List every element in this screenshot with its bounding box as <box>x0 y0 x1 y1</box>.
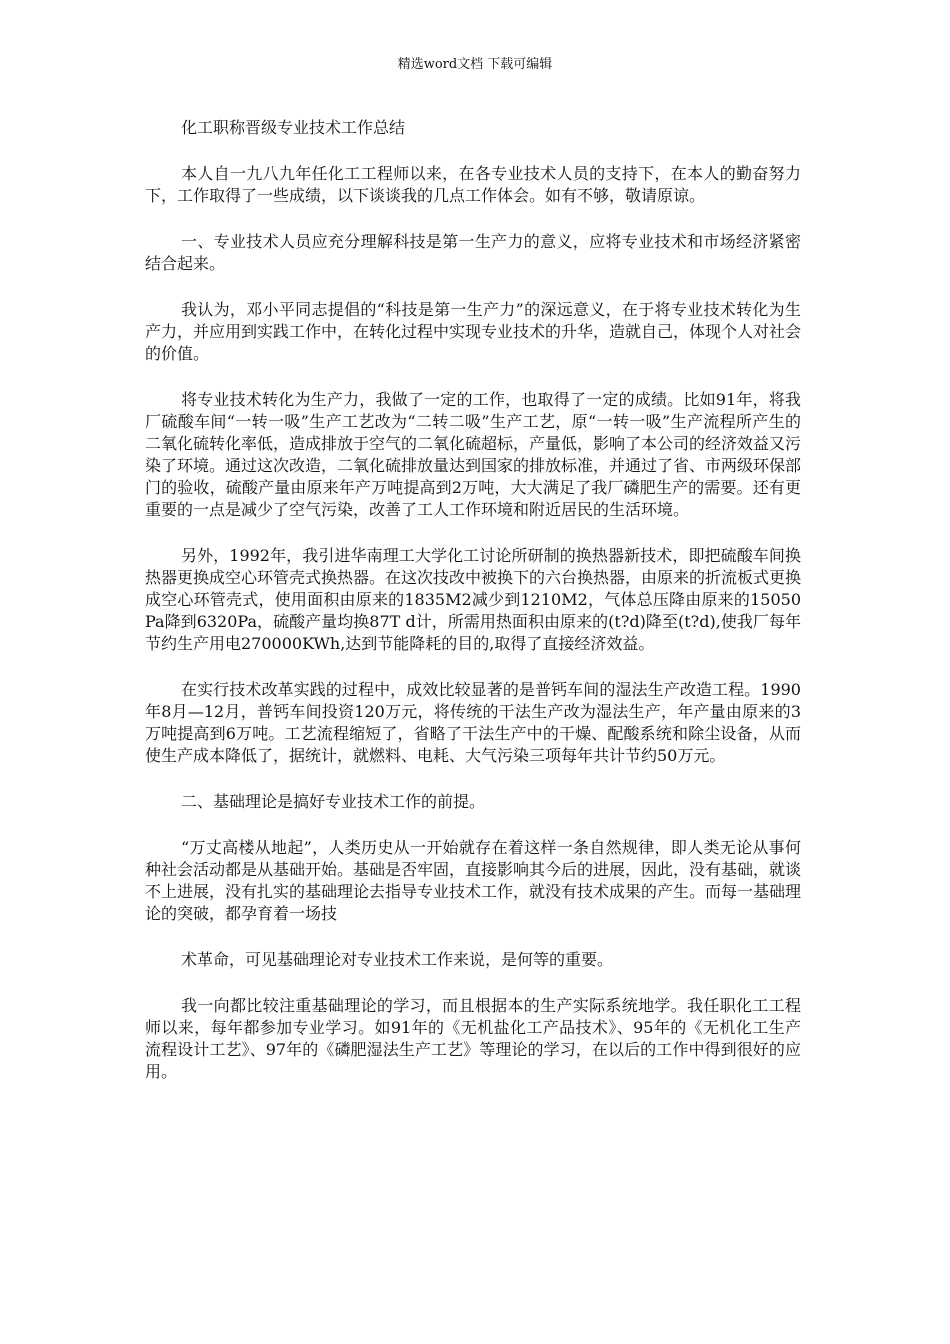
paragraph: 我一向都比较注重基础理论的学习，而且根据本的生产实际系统地学。我任职化工工程师以来，每年都参加专业学习。如91年的《无机盐化工产品技术》、95年的《无机化工生产流程设计工艺》、97年的《磷肥湿法生产工艺》等理论的学习，在以后的工作中得到很好的应用。 <box>145 996 801 1081</box>
paragraph-intro: 本人自一九八九年任化工工程师以来，在各专业技术人员的支持下，在本人的勤奋努力下，工作取得了一些成绩，以下谈谈我的几点工作体会。如有不够，敬请原谅。 <box>145 164 801 205</box>
document-title: 化工职称晋级专业技术工作总结 <box>181 118 406 137</box>
paragraph: 术革命，可见基础理论对专业技术工作来说，是何等的重要。 <box>181 950 614 969</box>
section-heading-1: 一、专业技术人员应充分理解科技是第一生产力的意义，应将专业技术和市场经济紧密结合起来。 <box>145 232 801 273</box>
paragraph: 我认为，邓小平同志提倡的“科技是第一生产力”的深远意义，在于将专业技术转化为生产力，并应用到实践工作中，在转化过程中实现专业技术的升华，造就自己，体现个人对社会的价值。 <box>145 300 802 363</box>
paragraph: “万丈高楼从地起”，人类历史从一开始就存在着这样一条自然规律，即人类无论从事何种社会活动都是从基础开始。基础是否牢固，直接影响其今后的进展，因此，没有基础，就谈不上进展，没有扎实的基础理论去指导专业技术工作，就没有技术成果的产生。而每一基础理论的突破，都孕育着一场技 <box>145 838 802 923</box>
paragraph: 将专业技术转化为生产力，我做了一定的工作，也取得了一定的成绩。比如91年，将我厂硫酸车间“一转一吸”生产工艺改为“二转二吸”生产工艺，原“一转一吸”生产流程所产生的二氧化硫转化率低，造成排放于空气的二氧化硫超标，产量低，影响了本公司的经济效益又污染了环境。通过这次改造，二氧化硫排放量达到国家的排放标准，并通过了省、市两级环保部门的验收，硫酸产量由原来年产万吨提高到2万吨，大大满足了我厂磷肥生产的需要。还有更重要的一点是减少了空气污染，改善了工人工作环境和附近居民的生活环境。 <box>145 390 802 519</box>
document-body <box>145 117 801 1107</box>
paragraph: 另外，1992年，我引进华南理工大学化工讨论所研制的换热器新技术，即把硫酸车间换热器更换成空心环管壳式换热器。在这次技改中被换下的六台换热器，由原来的折流板式更换成空心环管壳式，使用面积由原来的1835M2减少到1210M2，气体总压降由原来的15050Pa降到6320Pa，硫酸产量均换87T d计，所需用热面积由原来的(t?d)降至(t?d),使我厂每年节约生产用电270000KWh,达到节能降耗的目的,取得了直接经济效益。 <box>145 546 802 653</box>
section-heading-2: 二、基础理论是搞好专业技术工作的前提。 <box>181 792 486 811</box>
paragraph: 在实行技术改革实践的过程中，成效比较显著的是普钙车间的湿法生产改造工程。1990年8月—12月，普钙车间投资120万元，将传统的干法生产改为湿法生产，年产量由原来的3万吨提高到6万吨。工艺流程缩短了，省略了干法生产中的干燥、配酸系统和除尘设备，从而使生产成本降低了，据统计，就燃料、电耗、大气污染三项每年共计节约50万元。 <box>145 680 801 765</box>
page-header: 精选word文档 下载可编辑 <box>397 57 553 72</box>
